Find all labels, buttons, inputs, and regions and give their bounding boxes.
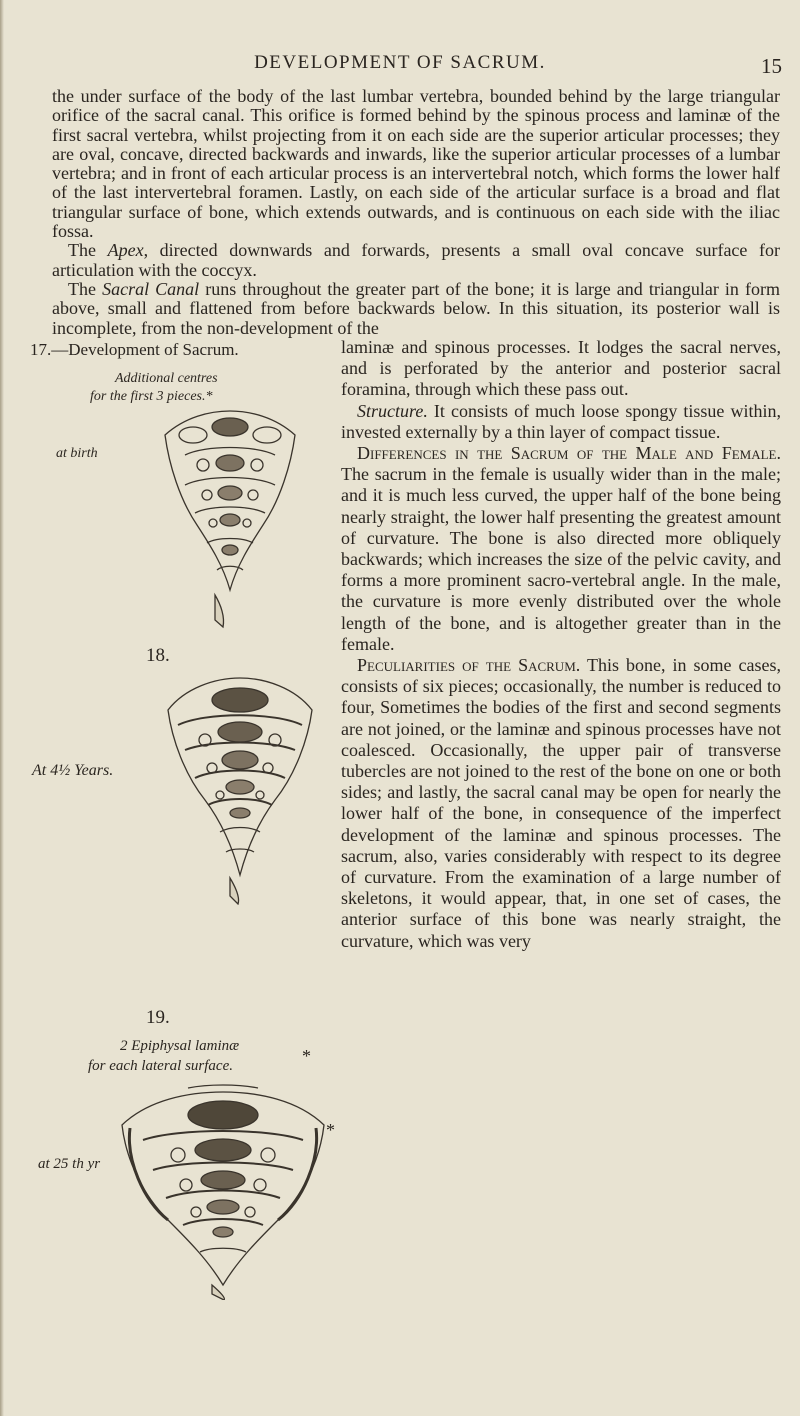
apex-paragraph: The Apex, directed downwards and forwards, presents a small oval concave surface for articulation with the coccyx.	[52, 240, 781, 280]
figure-19-side-label: at 25 th yr	[38, 1156, 101, 1172]
intro-text	[52, 87, 780, 338]
figure-18-sacrum-4-years	[160, 670, 320, 905]
page-edge-shadow	[0, 0, 4, 1416]
structure-paragraph: Structure. It consists of much loose spongy tissue within, invested externally by a thin layer of compact tissue.	[341, 400, 781, 442]
figure-18-number: 18.	[146, 645, 170, 666]
intro-paragraph-1: the under surface of the body of the last lumbar vertebra, bounded behind by the large triangular orifice of the sacral canal. This orifice is formed behind by the spinous process and laminæ of the first sacral vertebra, whilst projecting from it on each side are the superior articular processes; they are oval, concave, directed backwards and inwards, like the superior articular processes of a lumbar vertebra; and in front of each articular process is an intervertebral notch, which forms the lower half of the last intervertebral foramen. Lastly, on each side of the articular surface is a broad and flat triangular surface of bone, which extends outwards, and is continuous on each side with the iliac fossa.	[52, 86, 780, 242]
canal-continuation: laminæ and spinous processes. It lodges the sacral nerves, and is perforated by the anterior and posterior sacral foramina, through which these pass out.	[341, 337, 781, 400]
structure-term: Structure.	[357, 400, 428, 421]
running-title: DEVELOPMENT OF SACRUM.	[254, 52, 546, 73]
page-header	[0, 52, 800, 82]
figure-17-sacrum-at-birth	[155, 405, 305, 630]
figure-17-note-line-2: for the first 3 pieces.*	[90, 389, 213, 404]
figure-18-side-label: At 4½ Years.	[32, 762, 114, 779]
figure-19-note-line-1: 2 Epiphysal laminæ	[120, 1038, 240, 1054]
apex-term: Apex	[107, 240, 144, 261]
right-column-text	[341, 337, 781, 952]
figure-19-number: 19.	[146, 1007, 170, 1028]
figure-17-side-label: at birth	[56, 446, 98, 461]
figure-17-caption: 17.—Development of Sacrum.	[30, 340, 239, 359]
differences-paragraph: Differences in the Sacrum of the Male and Female. The sacrum in the female is usually wider than in the male; and it is much less curved, the upper half of the bone being nearly straight, the lower half presenting the greatest amount of curvature. The bone is also directed more obliquely backwards; which increases the size of the pelvic cavity, and forms a more prominent sacro-vertebral angle. In the male, the curvature is more evenly distributed over the whole length of the bone, and is altogether greater than in the female.	[341, 443, 781, 654]
peculiarities-heading: Peculiarities of the Sacrum.	[357, 655, 581, 676]
figure-17-note-line-1: Additional centres	[115, 371, 218, 386]
sacral-canal-paragraph: The Sacral Canal runs throughout the greater part of the bone; it is large and triangular in form above, small and flattened from before backwards below. In this situation, its posterior wall is incomplete, from the non-development of the	[52, 278, 780, 338]
differences-heading: Differences in the Sacrum of the Male and Female.	[357, 443, 781, 464]
figure-19-star-top: *	[302, 1046, 311, 1066]
figure-19-note-line-2: for each lateral surface.	[88, 1058, 233, 1074]
figure-19-star-right: *	[326, 1120, 335, 1140]
sacral-canal-term: Sacral Canal	[102, 278, 200, 299]
figure-19-sacrum-25-years	[108, 1080, 338, 1300]
peculiarities-paragraph: Peculiarities of the Sacrum. This bone, in some cases, consists of six pieces; occasionally, the number is reduced to four, Sometimes the bodies of the first and second segments are not joined, or the laminæ and spinous processes have not coalesced. Occasionally, the upper pair of transverse tubercles are not joined to the rest of the bone on one or both sides; and lastly, the sacral canal may be open for nearly the lower half of the bone, in consequence of the imperfect development of the laminæ and spinous processes. The sacrum, also, varies considerably with respect to its degree of curvature. From the examination of a large number of skeletons, it would appear, that, in one set of cases, the anterior surface of this bone was nearly straight, the curvature, which was very	[341, 655, 782, 951]
page-number: 15	[761, 54, 782, 78]
